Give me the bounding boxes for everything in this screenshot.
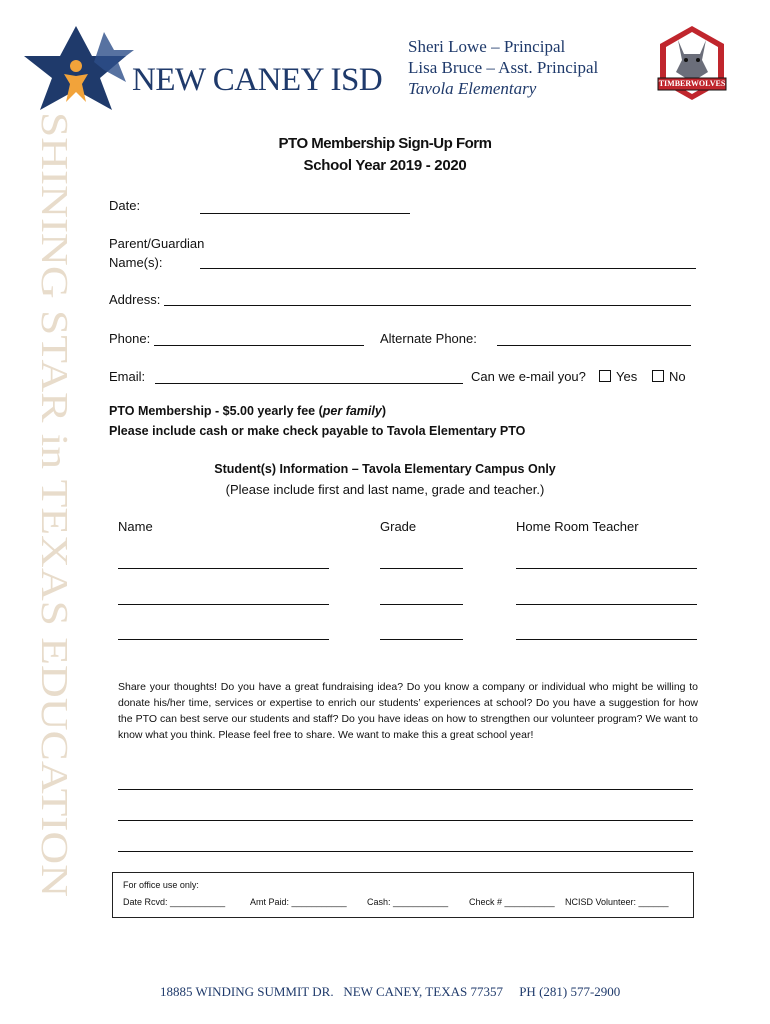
student-teacher-field-2[interactable] [516, 604, 697, 605]
student-grade-field-2[interactable] [380, 604, 463, 605]
fee-prefix: PTO Membership - $5.00 yearly fee ( [109, 404, 323, 418]
date-label: Date: [109, 198, 141, 213]
office-use-box [112, 872, 694, 918]
membership-fee [109, 404, 386, 418]
sidebar-watermark-text: SHINING STAR in TEXAS EDUCATION [33, 112, 72, 770]
mascot-banner: TIMBERWOLVES [658, 79, 726, 88]
student-teacher-field-1[interactable] [516, 568, 697, 569]
district-name: NEW CANEY ISD [132, 62, 383, 98]
student-name-field-2[interactable] [118, 604, 329, 605]
sidebar-watermark [32, 112, 72, 902]
comment-line-2[interactable] [118, 820, 693, 821]
alt-phone-field[interactable] [497, 345, 691, 346]
students-subheading: (Please include first and last name, grade and teacher.) [225, 482, 545, 497]
alt-phone-label: Alternate Phone: [380, 331, 477, 346]
comment-line-3[interactable] [118, 851, 693, 852]
share-paragraph: Share your thoughts! Do you have a great fundraising idea? Do you know a company or individual who might be willing to donate his/her time, services or expertise to enrich our students’ experiences at school? Do you have a suggestion for how the PTO can best serve our students and staff? Do you have ideas on how to strengthen our volunteer program? We want to know what you think. Please feel free to share. We want to make this a great school year! [118, 681, 698, 741]
students-heading: Student(s) Information – Tavola Elementary Campus Only [214, 462, 556, 476]
form-title: PTO Membership Sign-Up Form [278, 135, 492, 152]
payment-note: Please include cash or make check payable to Tavola Elementary PTO [109, 424, 526, 438]
email-label: Email: [109, 369, 146, 384]
asst-principal-line: Lisa Bruce – Asst. Principal [408, 58, 599, 77]
office-volunteer: NCISD Volunteer: ______ [565, 897, 669, 907]
yes-checkbox[interactable] [599, 370, 611, 382]
guardian-name-field[interactable] [200, 268, 696, 269]
fee-suffix: ) [381, 404, 386, 418]
email-no-option[interactable] [652, 369, 686, 384]
col-name-header: Name [118, 519, 153, 534]
email-question: Can we e-mail you? [471, 369, 586, 384]
office-amt-paid: Amt Paid: ___________ [250, 897, 347, 907]
school-name: Tavola Elementary [408, 79, 537, 98]
district-logo [14, 22, 384, 114]
comment-line-1[interactable] [118, 789, 693, 790]
email-field[interactable] [155, 383, 463, 384]
student-grade-field-1[interactable] [380, 568, 463, 569]
student-grade-field-3[interactable] [380, 639, 463, 640]
student-name-field-3[interactable] [118, 639, 329, 640]
guardian-label-line2: Name(s): [109, 255, 163, 270]
col-grade-header: Grade [380, 519, 417, 534]
star-logo-icon [14, 22, 144, 114]
fee-italic: per family [322, 404, 382, 418]
date-field[interactable] [200, 213, 410, 214]
no-checkbox[interactable] [652, 370, 664, 382]
phone-field[interactable] [154, 345, 364, 346]
guardian-label-line1: Parent/Guardian [109, 236, 205, 251]
phone-label: Phone: [109, 331, 151, 346]
office-check: Check # __________ [469, 897, 555, 907]
student-name-field-1[interactable] [118, 568, 329, 569]
yes-label: Yes [616, 369, 638, 384]
mascot-logo [654, 24, 730, 102]
col-teacher-header: Home Room Teacher [516, 519, 639, 534]
student-teacher-field-3[interactable] [516, 639, 697, 640]
no-label: No [669, 369, 686, 384]
email-yes-option[interactable] [599, 369, 637, 384]
staff-info [408, 36, 598, 99]
office-use-title: For office use only: [123, 880, 199, 890]
address-label: Address: [109, 292, 161, 307]
wolf-mascot-icon [654, 24, 730, 102]
form-year: School Year 2019 - 2020 [303, 157, 467, 174]
office-date-rcvd: Date Rcvd: ___________ [123, 897, 226, 907]
principal-line: Sheri Lowe – Principal [408, 37, 566, 56]
address-field[interactable] [164, 305, 691, 306]
office-cash: Cash: ___________ [367, 897, 449, 907]
footer-address: 18885 WINDING SUMMIT DR. NEW CANEY, TEXAS 77357 PH (281) 577-2900 [160, 984, 621, 999]
